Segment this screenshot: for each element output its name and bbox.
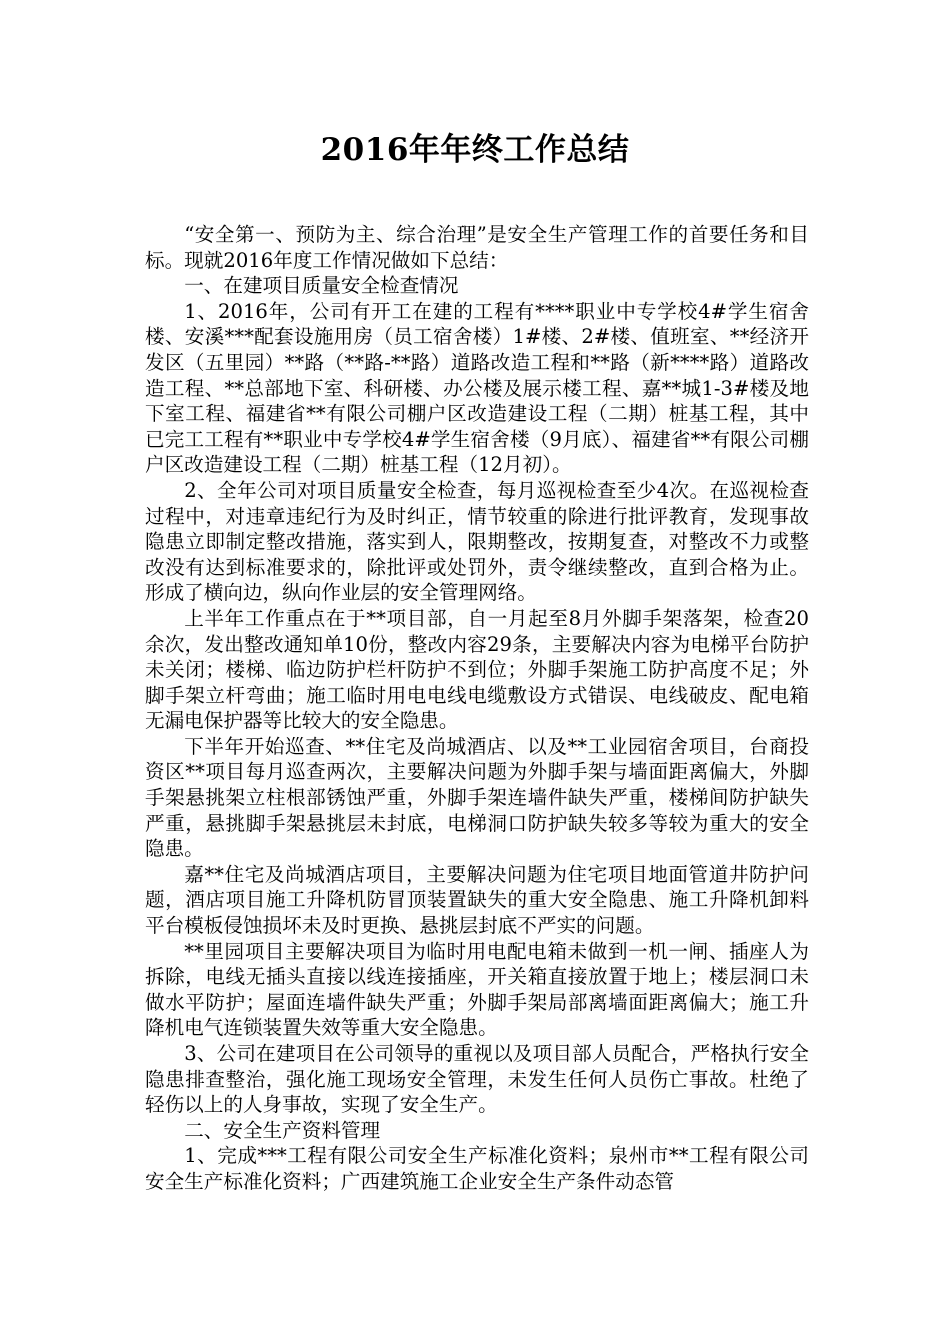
document-body (145, 222, 809, 1195)
paragraph-first-half: 上半年工作重点在于**项目部，自一月起至8月外脚手架落架，检查20余次，发出整改通知单10份，整改内容29条，主要解决内容为电梯平台防护未关闭；楼梯、临边防护栏杆防护不到位；外脚手架施工防护高度不足；外脚手架立杆弯曲；施工临时用电电线电缆敷设方式错误、电线破皮、配电箱无漏电保护器等比较大的安全隐患。 (145, 606, 809, 733)
paragraph-liyuan: **里园项目主要解决项目为临时用电配电箱未做到一机一闸、插座人为拆除，电线无插头直接以线连接插座，开关箱直接放置于地上；楼层洞口未做水平防护；屋面连墙件缺失严重；外脚手架局部离墙面距离偏大；施工升降机电气连锁装置失效等重大安全隐患。 (145, 939, 809, 1040)
paragraph-residence-hotel: 嘉**住宅及尚城酒店项目，主要解决问题为住宅项目地面管道井防护问题，酒店项目施工升降机防冒顶装置缺失的重大安全隐患、施工升降机卸料平台模板侵蚀损坏未及时更换、悬挑层封底不严实的问题。 (145, 862, 809, 938)
paragraph-second-half: 下半年开始巡查、**住宅及尚城酒店、以及**工业园宿舍项目，台商投资区**项目每月巡查两次，主要解决问题为外脚手架与墙面距离偏大，外脚手架悬挑架立柱根部锈蚀严重，外脚手架连墙件缺失严重，楼梯间防护缺失严重，悬挑脚手架悬挑层未封底，电梯洞口防护缺失较多等较为重大的安全隐患。 (145, 734, 809, 861)
paragraph-projects: 1、2016年，公司有开工在建的工程有****职业中专学校4#学生宿舍楼、安溪***配套设施用房（员工宿舍楼）1#楼、2#楼、值班室、**经济开发区（五里园）**路（**路-**路）道路改造工程和**路（新****路）道路改造工程、**总部地下室、科研楼、办公楼及展示楼工程、嘉**城1-3#楼及地下室工程、福建省**有限公司棚户区改造建设工程（二期）桩基工程，其中已完工工程有**职业中专学校4#学生宿舍楼（9月底）、福建省**有限公司棚户区改造建设工程（二期）桩基工程（12月初）。 (145, 299, 809, 477)
section-heading-records: 二、安全生产资料管理 (184, 1118, 381, 1142)
paragraph-records: 1、完成***工程有限公司安全生产标准化资料；泉州市**工程有限公司安全生产标准化资料；广西建筑施工企业安全生产条件动态管 (145, 1144, 809, 1193)
document-title: 2016年年终工作总结 (320, 132, 630, 168)
section-heading-inspection: 一、在建项目质量安全检查情况 (184, 274, 459, 298)
paragraph-result: 3、公司在建项目在公司领导的重视以及项目部人员配合，严格执行安全隐患排查整治，强化施工现场安全管理，未发生任何人员伤亡事故。杜绝了轻伤以上的人身事故，实现了安全生产。 (145, 1042, 809, 1117)
paragraph-intro: “安全第一、预防为主、综合治理”是安全生产管理工作的首要任务和目标。现就2016年度工作情况做如下总结： (145, 223, 809, 272)
paragraph-inspections: 2、全年公司对项目质量安全检查，每月巡视检查至少4次。在巡视检查过程中，对违章违纪行为及时纠正，情节较重的除进行批评教育，发现事故隐患立即制定整改措施，落实到人，限期整改，按期复查，对整改不力或整改没有达到标准要求的，除批评或处罚外，责令继续整改，直到合格为止。形成了横向边，纵向作业层的安全管理网络。 (145, 478, 809, 605)
